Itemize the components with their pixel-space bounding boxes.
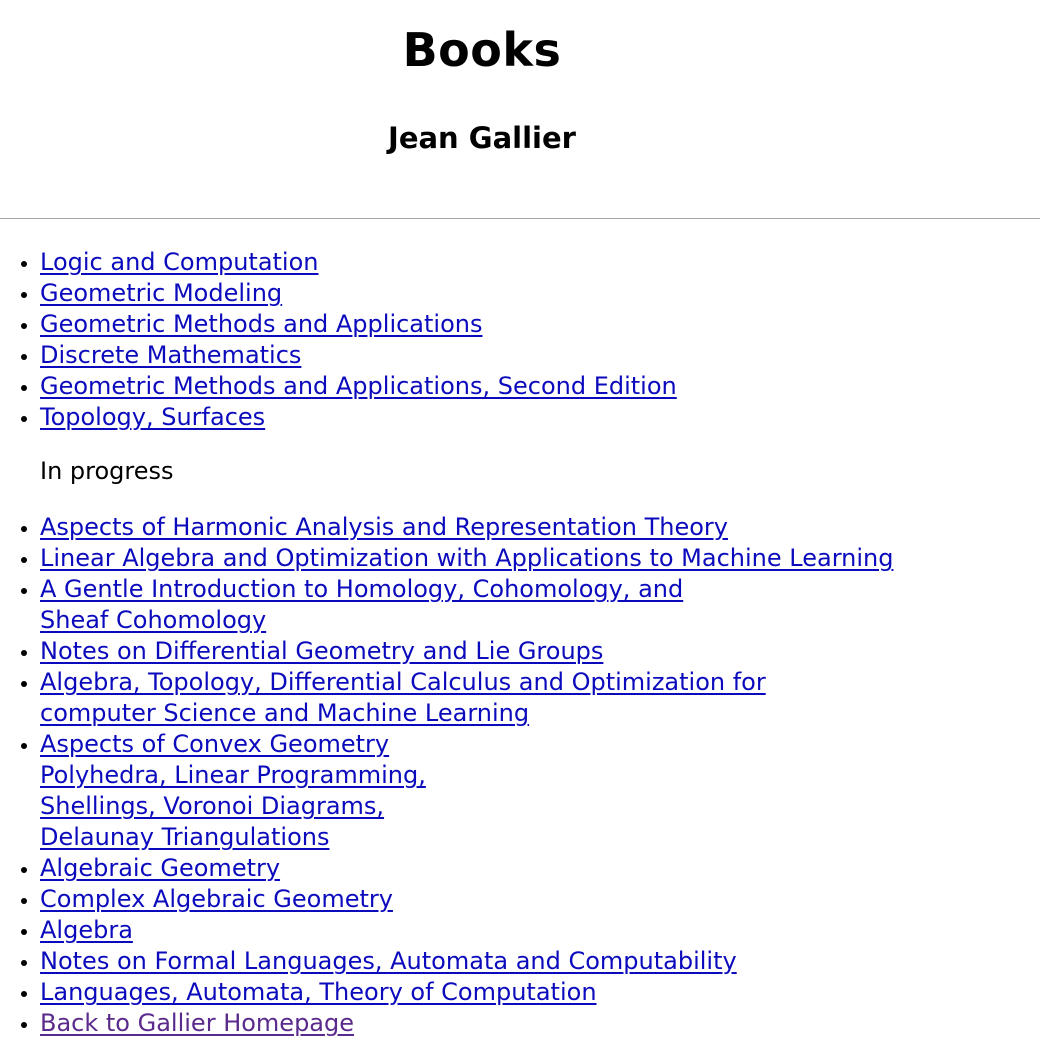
page-title: Books <box>402 23 562 77</box>
list-item <box>40 977 893 1008</box>
list-item <box>40 278 677 309</box>
list-item <box>40 309 677 340</box>
book-link-languages-automata[interactable]: Languages, Automata, Theory of Computation <box>40 978 597 1006</box>
list-item <box>40 543 893 574</box>
list-item <box>40 247 677 278</box>
list-item <box>40 729 893 853</box>
list-item <box>40 574 893 636</box>
book-link-geometric-modeling[interactable]: Geometric Modeling <box>40 279 283 307</box>
book-link-algebraic-geometry[interactable]: Algebraic Geometry <box>40 854 281 882</box>
in-progress-heading: In progress <box>40 457 174 485</box>
book-link-geometric-methods[interactable]: Geometric Methods and Applications <box>40 310 483 338</box>
list-item <box>40 915 893 946</box>
horizontal-rule <box>0 218 1040 219</box>
book-link-harmonic-analysis[interactable]: Aspects of Harmonic Analysis and Representation Theory <box>40 513 728 541</box>
book-link-topology-surfaces[interactable]: Topology, Surfaces <box>40 403 266 431</box>
book-link-linear-algebra-optimization[interactable]: Linear Algebra and Optimization with Applications to Machine Learning <box>40 544 894 572</box>
list-item <box>40 512 893 543</box>
list-item <box>40 667 893 729</box>
list-item <box>40 853 893 884</box>
book-link-convex-geometry[interactable]: Aspects of Convex Geometry Polyhedra, Linear Programming, Shellings, Voronoi Diagrams, Delaunay Triangulations <box>40 730 426 851</box>
in-progress-books-list <box>0 512 893 1039</box>
list-item <box>40 946 893 977</box>
book-link-logic-and-computation[interactable]: Logic and Computation <box>40 248 319 276</box>
book-link-formal-languages[interactable]: Notes on Formal Languages, Automata and Computability <box>40 947 737 975</box>
list-item <box>40 340 677 371</box>
book-link-geometric-methods-second-edition[interactable]: Geometric Methods and Applications, Second Edition <box>40 372 677 400</box>
book-link-homology-cohomology[interactable]: A Gentle Introduction to Homology, Cohomology, and Sheaf Cohomology <box>40 575 684 634</box>
author-name: Jean Gallier <box>388 121 576 155</box>
list-item <box>40 884 893 915</box>
list-item <box>40 402 677 433</box>
published-books-list <box>0 247 677 433</box>
list-item <box>40 1008 893 1039</box>
book-link-complex-algebraic-geometry[interactable]: Complex Algebraic Geometry <box>40 885 393 913</box>
book-link-discrete-mathematics[interactable]: Discrete Mathematics <box>40 341 302 369</box>
back-to-homepage-link[interactable]: Back to Gallier Homepage <box>40 1009 355 1037</box>
book-link-differential-geometry-lie-groups[interactable]: Notes on Differential Geometry and Lie Groups <box>40 637 604 665</box>
list-item <box>40 636 893 667</box>
book-link-algebra-topology-calculus[interactable]: Algebra, Topology, Differential Calculus and Optimization for computer Science and Machine Learning <box>40 668 766 727</box>
book-link-algebra[interactable]: Algebra <box>40 916 133 944</box>
list-item <box>40 371 677 402</box>
